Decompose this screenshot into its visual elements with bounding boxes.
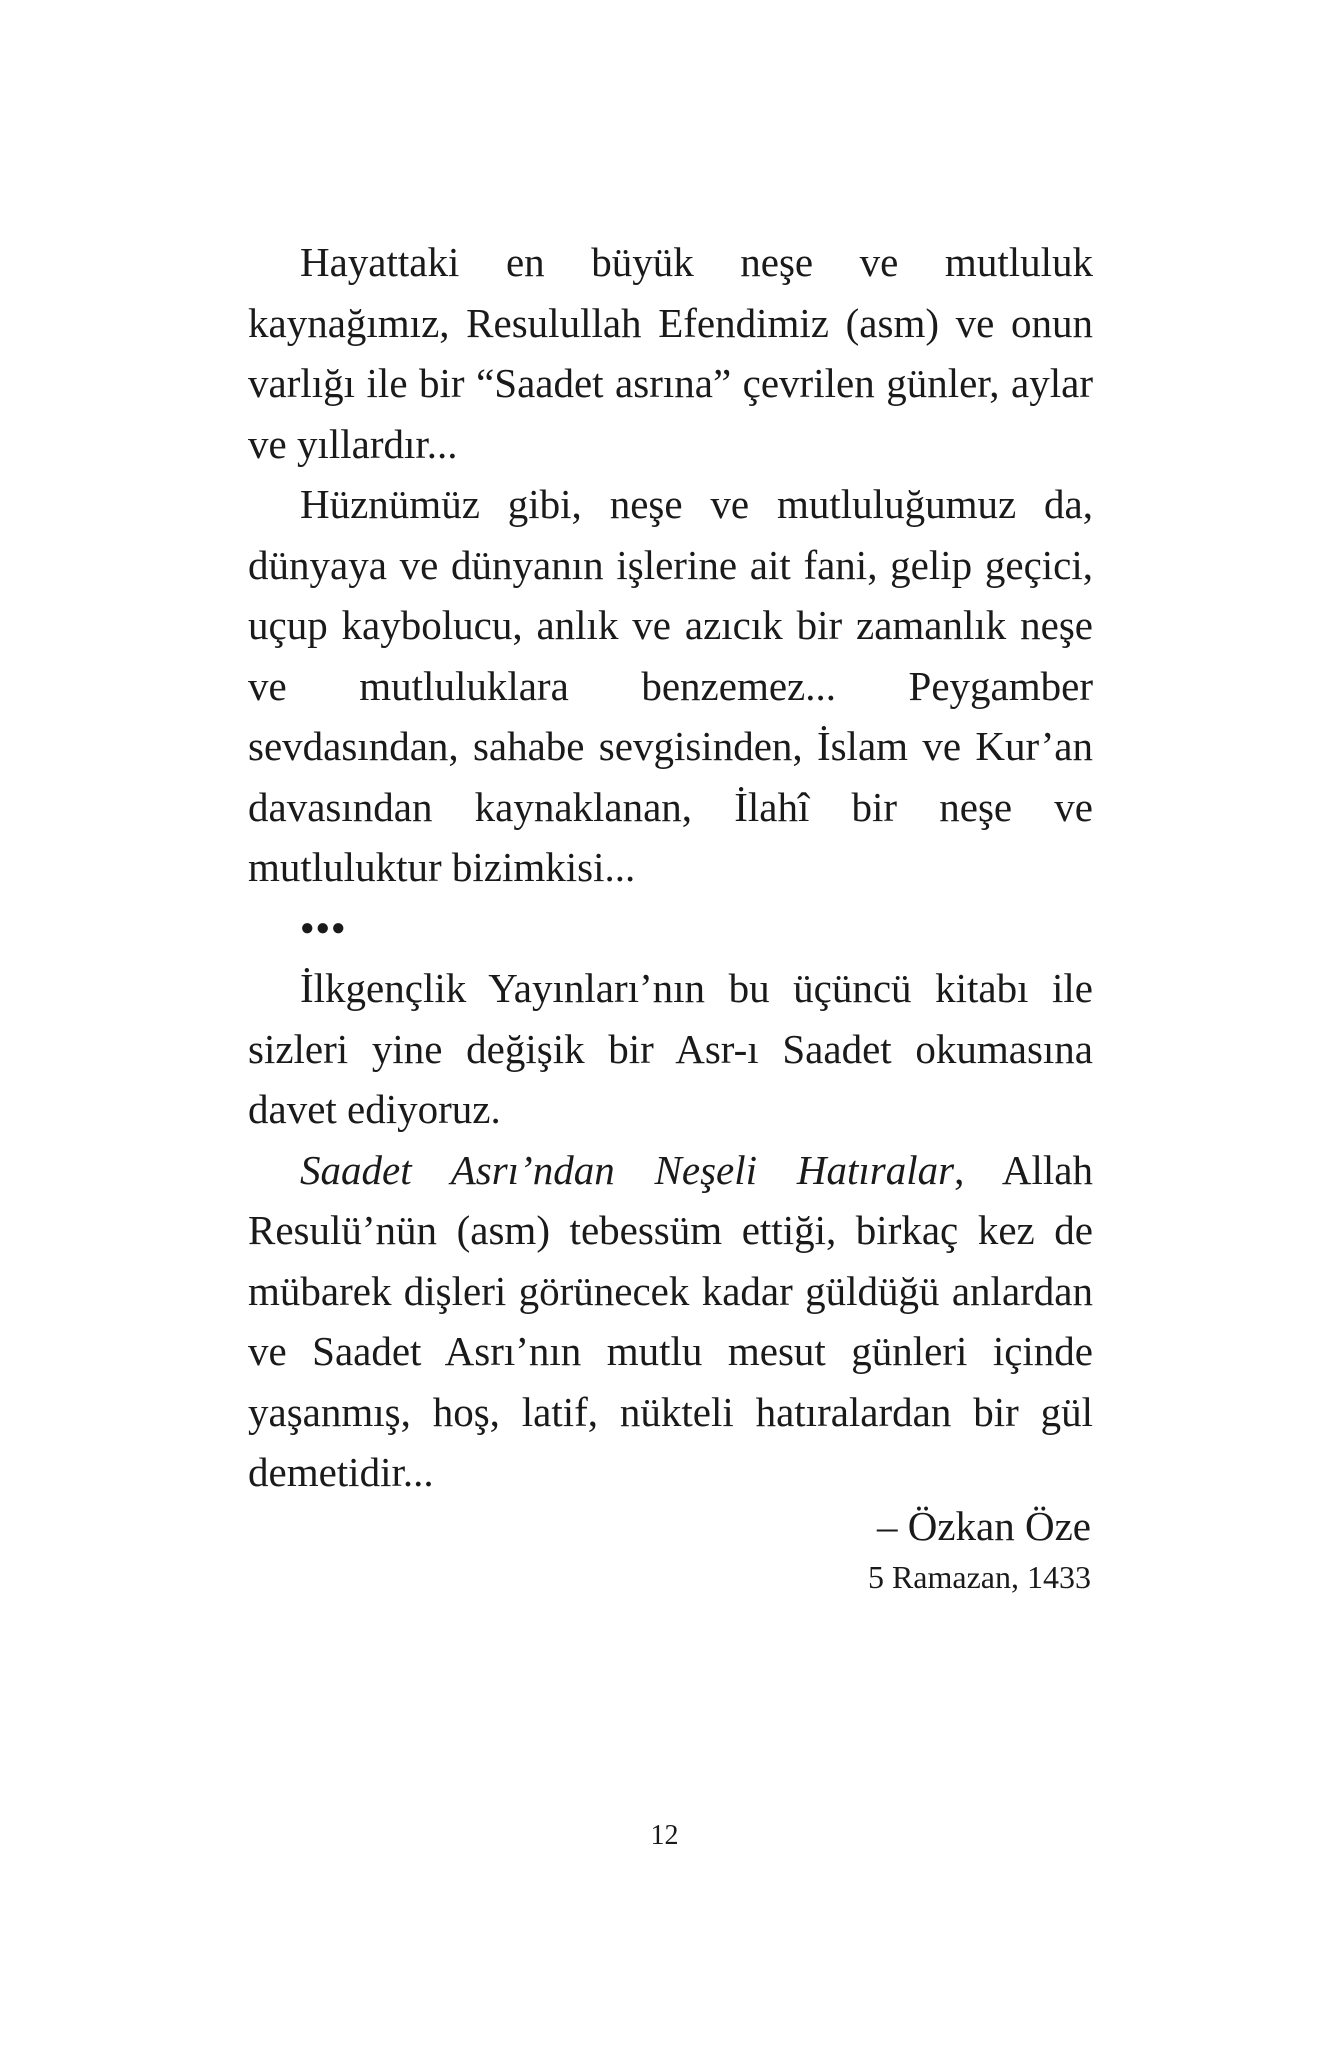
page-number: 12 — [650, 1820, 679, 1851]
author-name: – Özkan Öze — [876, 1503, 1091, 1549]
paragraph-3: İlkgençlik Yayınları’nın bu üçüncü kitabı ile sizleri yine değişik bir Asr-ı Saadet okumasına davet ediyoruz. — [248, 965, 1093, 1132]
section-separator: ●●● — [300, 914, 347, 941]
signature-date: 5 Ramazan, 1433 — [867, 1559, 1091, 1595]
paragraph-4 — [248, 1140, 1093, 1503]
paragraph-4-text: , Allah Resulü’nün (asm) tebessüm ettiği, birkaç kez de mübarek dişleri görünecek kadar güldüğü anlardan ve Saadet Asrı’nın mutlu mesut günleri içinde yaşanmış, hoş, latif, nükteli hatıralardan bir gül demetidir... — [248, 1146, 1094, 1495]
signature-block — [868, 1498, 1091, 1600]
book-title: Saadet Asrı’ndan Neşeli Hatıralar — [300, 1146, 955, 1193]
page-body — [248, 232, 1093, 1503]
paragraph-2: Hüznümüz gibi, neşe ve mutluluğumuz da, dünyaya ve dünyanın işlerine ait fani, gelip geçici, uçup kaybolucu, anlık ve azıcık bir zamanlık neşe ve mutluluklara benzemez... Peygamber sevdasından, sahabe sevgisinden, İslam ve Kur’an davasından kaynaklanan, İlahî bir neşe ve mutluluktur bizimkisi... — [248, 481, 1093, 890]
paragraph-1: Hayattaki en büyük neşe ve mutluluk kaynağımız, Resulullah Efendimiz (asm) ve onun varlığı ile bir “Saadet asrına” çevrilen günler, aylar ve yıllardır... — [248, 239, 1093, 467]
